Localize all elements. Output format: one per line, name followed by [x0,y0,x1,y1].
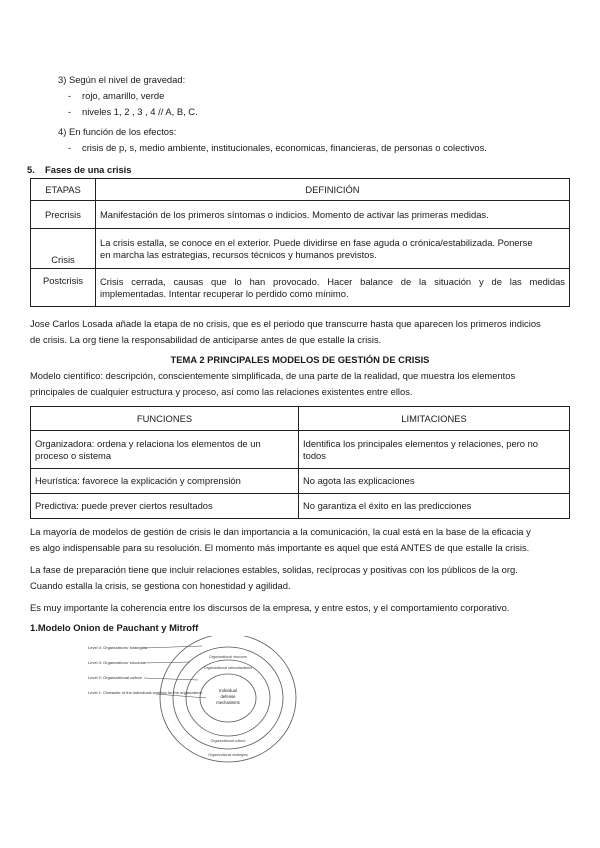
paragraph-line: de crisis. La org tiene la responsabilidad de anticiparse antes de que estalle la crisis. [30,334,382,345]
table-header: FUNCIONES [31,407,299,431]
cell-line: Predictiva: puede prever ciertos resultados [35,500,213,511]
table-header: LIMITACIONES [299,407,570,431]
legend-level-3: Level 3: Organizations' structure [88,660,146,665]
function-cell [31,431,299,469]
definition-cell [96,269,570,307]
list-item [68,90,164,102]
onion-heading: 1.Modelo Onion de Pauchant y Mitroff [30,622,199,633]
ring-label: Organizational rationalizations [203,666,253,670]
functions-table [30,406,570,519]
section5-number: 5. [27,164,35,175]
center-label-line: mechanisms [216,700,240,705]
table-row [31,269,570,307]
page-title: TEMA 2 PRINCIPALES MODELOS DE GESTIÓN DE CRISIS [170,354,430,365]
phases-table [30,178,570,307]
definition-line: en marcha las estrategias, recursos técnicos y humanos previstos. [100,248,377,260]
legend-level-2: Level 2: Organizational culture [88,675,143,680]
section5-title: Fases de una crisis [45,164,132,175]
function-cell [31,469,299,494]
list-item-text: niveles 1, 2 , 3 , 4 // A, B, C. [82,106,198,117]
legend-level-4: Level 4: Organizations' strategies [88,645,148,650]
cell-line: proceso o sistema [35,449,112,461]
onion-diagram [84,636,304,766]
function-cell [31,494,299,519]
paragraph-line: Jose Carlos Losada añade la etapa de no crisis, que es el periodo que transcurre hasta que aparecen los primeros indicios [30,318,541,329]
limitation-cell [299,494,570,519]
list-item-text: crisis de p, s, medio ambiente, institucionales, economicas, financieras, de personas o colectivos. [82,142,487,153]
stage-cell: Postcrisis [31,269,96,307]
table-row [31,201,570,229]
paragraph-line: La fase de preparación tiene que incluir relaciones estables, solidas, recíprocas y positivas con los públicos de la org. [30,564,518,575]
item3-heading: 3) Según el nivel de gravedad: [58,74,186,85]
leader-line [144,678,198,680]
table-header: ETAPAS [31,179,96,201]
definition-line: Crisis cerrada, causas que lo han provocado. Hacer balance de la situación y de las medidas [100,275,565,287]
leader-line [144,646,202,648]
limitation-cell [299,469,570,494]
cell-line: Heurística: favorece la explicación y comprensión [35,475,241,486]
definition-line: implementadas. Intentar recuperar lo perdido como mínimo. [100,287,349,299]
paragraph-line: es algo indispensable para su resolución. El momento más importante es aquel que está ANTES de que estalle la crisis. [30,542,530,553]
ring-label: Organizational strategies [208,753,248,757]
table-header-row [31,179,570,201]
bullet-dash: - [68,106,72,117]
bullet-dash: - [68,142,72,153]
definition-line: Manifestación de los primeros síntomas o indicios. Momento de activar las primeras medidas. [100,208,489,220]
paragraph-line: Es muy importante la coherencia entre los discursos de la empresa, y entre estos, y el comportamiento corporativo. [30,602,510,613]
leader-line [144,662,190,663]
paragraph-line: Cuando estalla la crisis, se gestiona con honestidad y agilidad. [30,580,291,591]
limitation-cell [299,431,570,469]
definition-cell [96,229,570,269]
list-item [68,142,487,154]
table-header-row [31,407,570,431]
cell-line: Identifica los principales elementos y relaciones, pero no [303,437,539,449]
center-label-line: Individual [219,688,237,693]
list-item-text: rojo, amarillo, verde [82,90,165,101]
ring-label: Organizational culture [210,739,246,743]
paragraph-line: La mayoría de modelos de gestión de crisis le dan importancia a la comunicación, la cual está en la base de la eficacia y [30,526,531,537]
stage-cell: Crisis [31,229,96,269]
list-item [68,106,198,118]
bullet-dash: - [68,90,72,101]
table-row [31,494,570,519]
cell-line: todos [303,449,326,461]
cell-line: No garantiza el éxito en las predicciones [303,500,472,511]
paragraph-line: principales de cualquier estructura y proceso, así como las relaciones existentes entre ellos. [30,386,413,397]
item4-heading: 4) En función de los efectos: [58,126,177,137]
definition-line: La crisis estalla, se conoce en el exterior. Puede dividirse en fase aguda o crónica/estabilizada. Ponerse [100,236,533,248]
table-row [31,229,570,269]
definition-cell [96,201,570,229]
stage-cell: Precrisis [31,201,96,229]
table-header: DEFINICIÓN [96,179,570,201]
table-row [31,469,570,494]
table-row [31,431,570,469]
paragraph-line: Modelo científico: descripción, conscientemente simplificada, de una parte de la realidad, que muestra los elementos [30,370,516,381]
legend-level-1: Level 1: Character of the individuals working for the organization [88,690,202,695]
ring-label: Organizational structure [208,655,248,659]
center-label-line: defense [220,694,236,699]
cell-line: No agota las explicaciones [303,475,415,486]
cell-line: Organizadora: ordena y relaciona los elementos de un [35,437,261,449]
